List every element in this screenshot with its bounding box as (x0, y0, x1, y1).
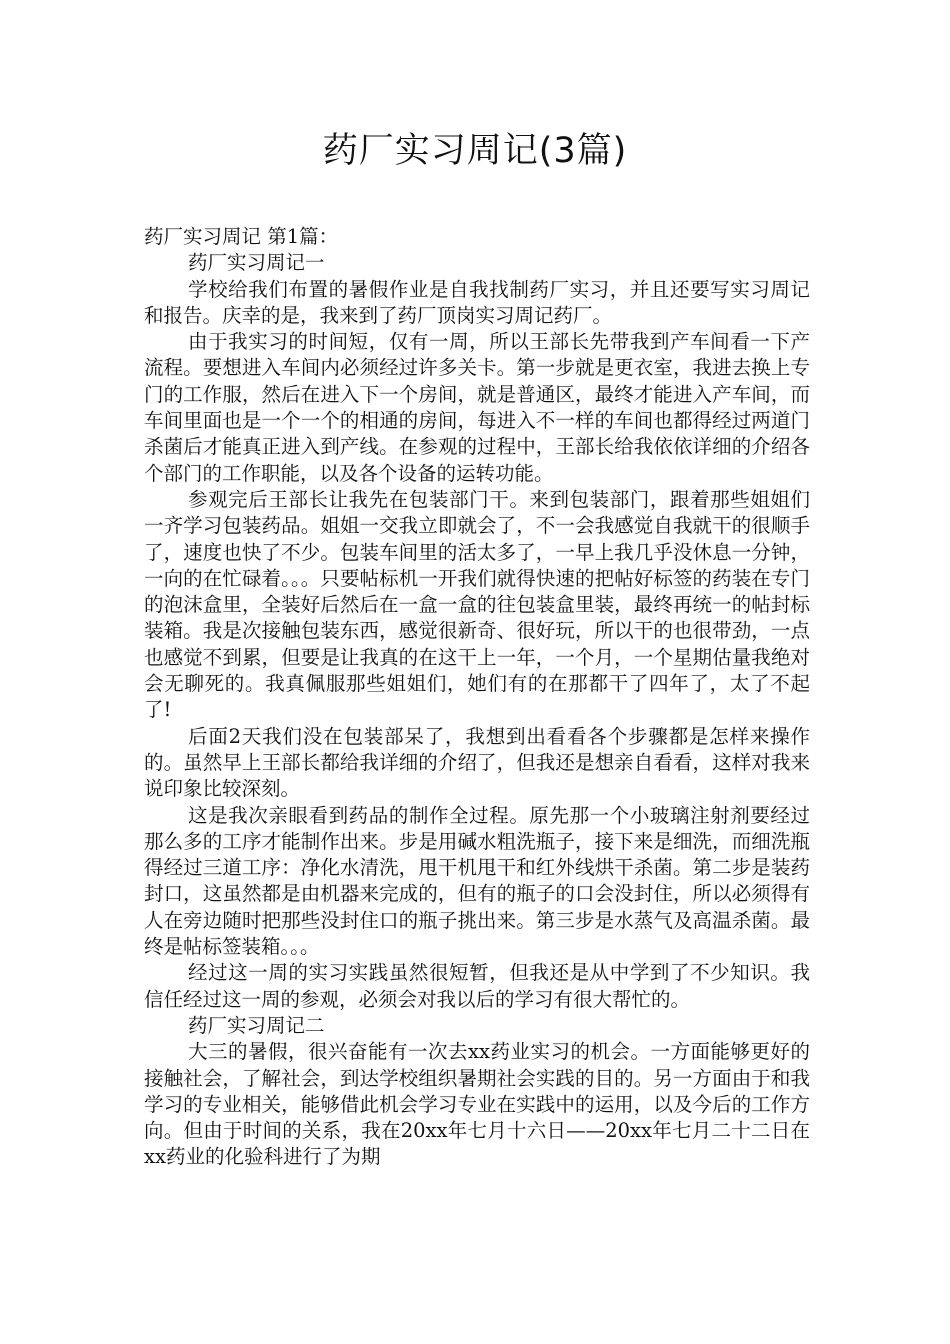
document-title: 药厂实习周记(3篇) (322, 131, 628, 171)
paragraph: 药厂实习周记二 (188, 1013, 325, 1037)
paragraph: 这是我次亲眼看到药品的制作全过程。原先那一个小玻璃注射剂要经过那么多的工序才能制作出来。步是用碱水粗洗瓶子，接下来是细洗，而细洗瓶得经过三道工序：净化水清洗，甩干机甩干和红外线烘干杀菌。第二步是装药封口，这虽然都是由机器来完成的，但有的瓶子的口会没封住，所以必须得有人在旁边随时把那些没封住口的瓶子挑出来。第三步是水蒸气及高温杀菌。最终是帖标签装箱。。。 (144, 803, 810, 959)
paragraph: 由于我实习的时间短，仅有一周，所以王部长先带我到产车间看一下产流程。要想进入车间内必须经过许多关卡。第一步就是更衣室，我进去换上专门的工作服，然后在进入下一个房间，就是普通区，最终才能进入产车间，而车间里面也是一个一个的相通的房间，每进入不一样的车间也都得经过两道门杀菌后才能真正进入到产线。在参观的过程中，王部长给我依依详细的介绍各个部门的工作职能，以及各个设备的运转功能。 (144, 330, 810, 485)
paragraph: 大三的暑假，很兴奋能有一次去xx药业实习的机会。一方面能够更好的接触社会，了解社会，到达学校组织暑期社会实践的目的。另一方面由于和我学习的专业相关，能够借此机会学习专业在实践中的运用，以及今后的工作方向。但由于时间的关系，我在20xx年七月十六日——20xx年七月二十二日在xx药业的化验科进行了为期 (144, 1040, 810, 1169)
paragraph: 经过这一周的实习实践虽然很短暂，但我还是从中学到了不少知识。我信任经过这一周的参观，必须会对我以后的学习有很大帮忙的。 (144, 961, 810, 1011)
paragraph: 药厂实习周记一 (188, 251, 325, 275)
paragraph: 参观完后王部长让我先在包装部门干。来到包装部门，跟着那些姐姐们一齐学习包装药品。姐姐一交我立即就会了，不一会我感觉自我就干的很顺手了，速度也快了不少。包装车间里的活太多了，一早上我几乎没休息一分钟，一向的在忙碌着。。。只要帖标机一开我们就得快速的把帖好标签的药装在专门的泡沫盒里，全装好后然后在一盒一盒的往包装盒里装，最终再统一的帖封标装箱。我是次接触包装东西，感觉很新奇、很好玩，所以干的也很带劲，一点也感觉不到累，但要是让我真的在这干上一年，一个月，一个星期估量我绝对会无聊死的。我真佩服那些姐姐们，她们有的在那都干了四年了，太了不起了! (144, 487, 810, 722)
section-heading: 药厂实习周记 第1篇： (144, 225, 339, 248)
paragraph: 学校给我们布置的暑假作业是自我找制药厂实习，并且还要写实习周记和报告。庆幸的是，我来到了药厂顶岗实习周记药厂。 (144, 277, 810, 327)
paragraph: 后面2天我们没在包装部呆了，我想到出看看各个步骤都是怎样来操作的。虽然早上王部长都给我详细的介绍了，但我还是想亲自看看，这样对我来说印象比较深刻。 (144, 724, 810, 801)
document-body (144, 224, 810, 1171)
